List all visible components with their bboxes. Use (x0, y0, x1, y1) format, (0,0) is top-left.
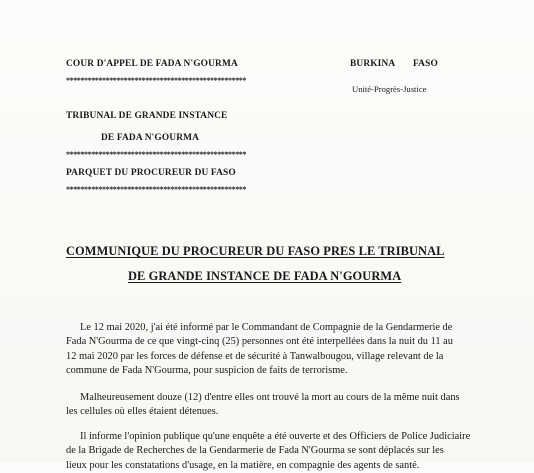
country-name-part1: BURKINA (350, 59, 396, 69)
paragraph-line: commune de Fada N'Gourma, pour suspicion de faits de terrorisme. (66, 365, 348, 377)
paragraph-line: de la Brigade de Recherches de la Gendarmerie de Fada N'Gourma se sont déplacés sur les (66, 445, 444, 457)
paragraph-line: Il informe l'opinion publique qu'une enquête a été ouverte et des Officiers de Police Judiciaire (80, 431, 471, 442)
paragraph-line: les cellules où elles étaient détenues. (66, 406, 219, 418)
paragraph-line: 12 mai 2020 par les forces de défense et de sécurité à Tanwalbougou, village relevant de la (66, 350, 444, 362)
separator: ************************************************** (66, 185, 247, 194)
communique-title-line2: DE GRANDE INSTANCE DE FADA N'GOURMA (128, 269, 402, 283)
tribunal-name-line1: TRIBUNAL DE GRANDE INSTANCE (66, 111, 228, 121)
communique-title-line1: COMMUNIQUE DU PROCUREUR DU FASO PRES LE TRIBUNAL (66, 244, 445, 258)
country-name-part2: FASO (413, 59, 438, 69)
parquet-name: PARQUET DU PROCUREUR DU FASO (66, 168, 236, 178)
paragraph-line: Malheureusement douze (12) d'entre elles ont trouvé la mort au cours de la même nuit dans (80, 392, 460, 403)
paragraph-line: Le 12 mai 2020, j'ai été informé par le Commandant de Compagnie de la Gendarmerie de (80, 322, 453, 333)
paragraph-line: Fada N'Gourma de ce que vingt-cinq (25) personnes ont été interpellées dans la nuit du 11 au (66, 336, 453, 348)
paragraph-1 (66, 321, 466, 379)
paragraph-2 (66, 391, 466, 420)
paragraph-line: lieux pour les constatations d'usage, en la matière, en compagnie des agents de santé. (66, 459, 420, 471)
separator: ************************************************** (66, 76, 247, 85)
paragraph-3 (66, 430, 471, 473)
tribunal-name-line2: DE FADA N'GOURMA (101, 133, 200, 143)
separator: ************************************************** (66, 150, 247, 159)
court-name: COUR D'APPEL DE FADA N'GOURMA (66, 59, 238, 69)
national-motto: Unité-Progrès-Justice (352, 84, 427, 94)
